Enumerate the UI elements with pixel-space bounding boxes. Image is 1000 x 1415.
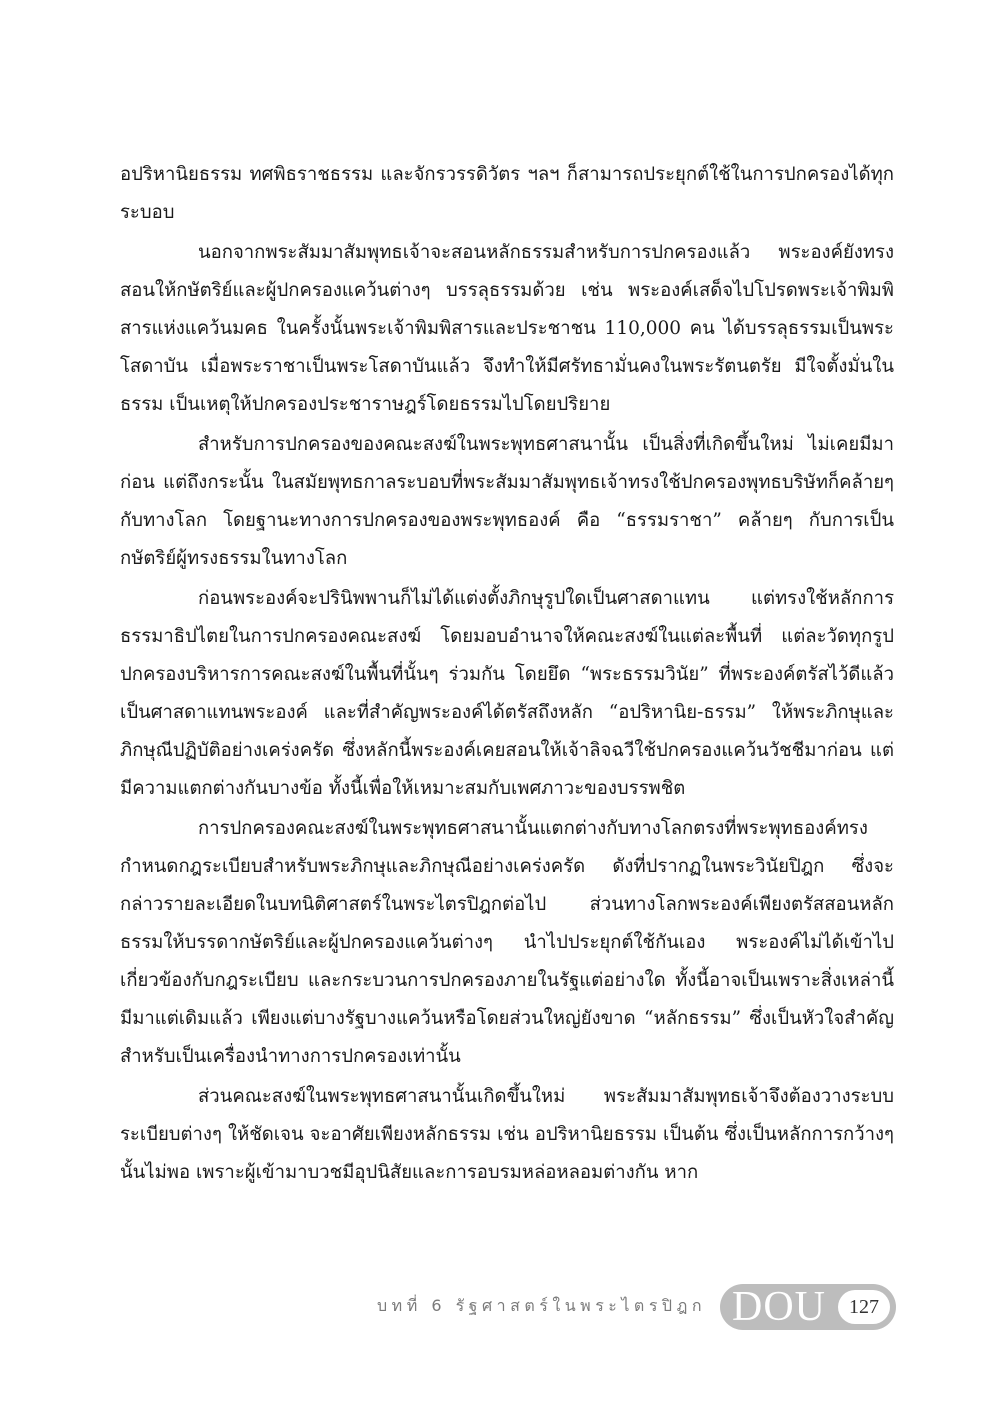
- paragraph-4: ก่อนพระองค์จะปรินิพพานก็ไม่ได้แต่งตั้งภิกษุรูปใดเป็นศาสดาแทน แต่ทรงใช้หลักการธรรมาธิปไตยในการปกครองคณะสงฆ์ โดยมอบอำนาจให้คณะสงฆ์ในแต่ละพื้นที่ แต่ละวัดทุกรูปปกครองบริหารการคณะสงฆ์ในพื้นที่นั้นๆ ร่วมกัน โดยยึด “พระธรรมวินัย” ที่พระองค์ตรัสไว้ดีแล้วเป็นศาสดาแทนพระองค์ และที่สำคัญพระองค์ได้ตรัสถึงหลัก “อปริหานิย-ธรรม” ให้พระภิกษุและภิกษุณีปฏิบัติอย่างเคร่งครัด ซึ่งหลักนี้พระองค์เคยสอนให้เจ้าลิจฉวีใช้ปกครองแคว้นวัชชีมาก่อน แต่มีความแตกต่างกันบางข้อ ทั้งนี้เพื่อให้เหมาะสมกับเพศภาวะของบรรพชิต: [120, 588, 894, 799]
- page-number: 127: [838, 1290, 890, 1324]
- paragraph-6: ส่วนคณะสงฆ์ในพระพุทธศาสนานั้นเกิดขึ้นใหม่ พระสัมมาสัมพุทธเจ้าจึงต้องวางระบบระเบียบต่างๆ ให้ชัดเจน จะอาศัยเพียงหลักธรรม เช่น อปริหานิยธรรม เป็นต้น ซึ่งเป็นหลักการกว้างๆ นั้นไม่พอ เพราะผู้เข้ามาบวชมีอุปนิสัยและการอบรมหล่อหลอมต่างกัน หาก: [120, 1086, 894, 1183]
- page-footer: [300, 1284, 896, 1332]
- paragraph-1: อปริหานิยธรรม ทศพิธราชธรรม และจักรวรรดิวัตร ฯลฯ ก็สามารถประยุกต์ใช้ในการปกครองได้ทุกระบอบ: [120, 164, 894, 223]
- page-badge: [720, 1284, 896, 1330]
- chapter-title: บทที่ 6 รัฐศาสตร์ในพระไตรปิฎก: [376, 1296, 706, 1315]
- dou-logo: DOU: [732, 1284, 826, 1330]
- paragraph-2: นอกจากพระสัมมาสัมพุทธเจ้าจะสอนหลักธรรมสำหรับการปกครองแล้ว พระองค์ยังทรงสอนให้กษัตริย์และผู้ปกครองแคว้นต่างๆ บรรลุธรรมด้วย เช่น พระองค์เสด็จไปโปรดพระเจ้าพิมพิสารแห่งแคว้นมคธ ในครั้งนั้นพระเจ้าพิมพิสารและประชาชน 110,000 คน ได้บรรลุธรรมเป็นพระโสดาบัน เมื่อพระราชาเป็นพระโสดาบันแล้ว จึงทำให้มีศรัทธามั่นคงในพระรัตนตรัย มีใจตั้งมั่นในธรรม เป็นเหตุให้ปกครองประชาราษฎร์โดยธรรมไปโดยปริยาย: [120, 242, 894, 415]
- paragraph-5: การปกครองคณะสงฆ์ในพระพุทธศาสนานั้นแตกต่างกับทางโลกตรงที่พระพุทธองค์ทรงกำหนดกฎระเบียบสำหรับพระภิกษุและภิกษุณีอย่างเคร่งครัด ดังที่ปรากฏในพระวินัยปิฎก ซึ่งจะกล่าวรายละเอียดในบทนิติศาสตร์ในพระไตรปิฎกต่อไป ส่วนทางโลกพระองค์เพียงตรัสสอนหลักธรรมให้บรรดากษัตริย์และผู้ปกครองแคว้นต่างๆ นำไปประยุกต์ใช้กันเอง พระองค์ไม่ได้เข้าไปเกี่ยวข้องกับกฎระเบียบ และกระบวนการปกครองภายในรัฐแต่อย่างใด ทั้งนี้อาจเป็นเพราะสิ่งเหล่านี้มีมาแต่เดิมแล้ว เพียงแต่บางรัฐบางแคว้นหรือโดยส่วนใหญ่ยังขาด “หลักธรรม” ซึ่งเป็นหัวใจสำคัญสำหรับเป็นเครื่องนำทางการปกครองเท่านั้น: [120, 818, 894, 1067]
- paragraph-3: สำหรับการปกครองของคณะสงฆ์ในพระพุทธศาสนานั้น เป็นสิ่งที่เกิดขึ้นใหม่ ไม่เคยมีมาก่อน แต่ถึงกระนั้น ในสมัยพุทธกาลระบอบที่พระสัมมาสัมพุทธเจ้าทรงใช้ปกครองพุทธบริษัทก็คล้ายๆ กับทางโลก โดยฐานะทางการปกครองของพระพุทธองค์ คือ “ธรรมราชา” คล้ายๆ กับการเป็นกษัตริย์ผู้ทรงธรรมในทางโลก: [120, 434, 894, 569]
- body-text: [120, 156, 894, 1194]
